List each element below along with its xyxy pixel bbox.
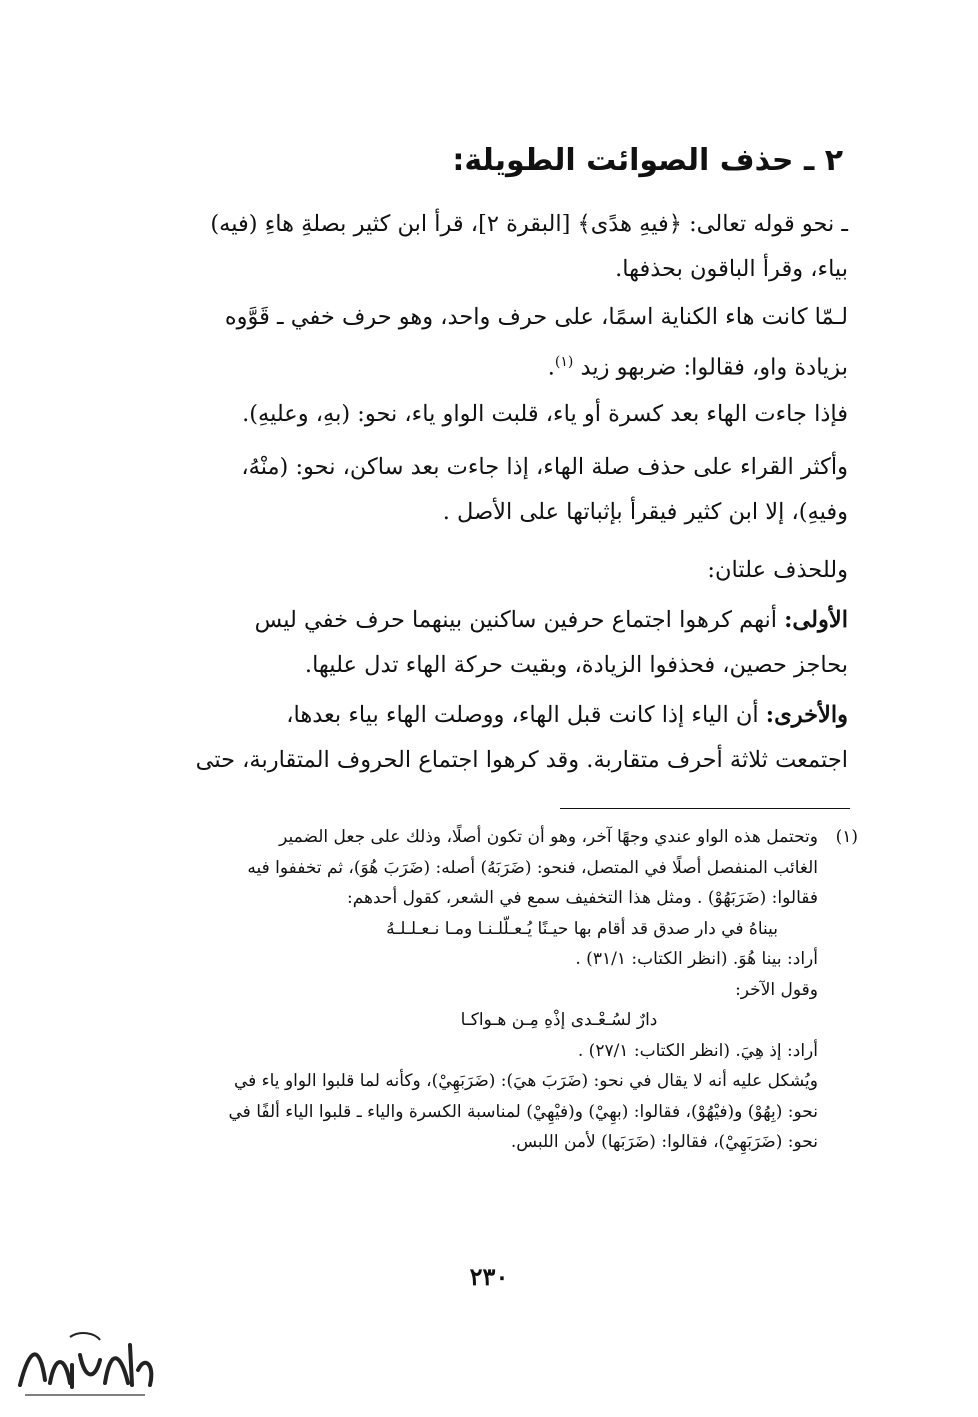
paragraph-label: والأخرى: [765, 702, 848, 728]
footnote-line: ويُشكل عليه أنه لا يقال في نحو: (ضَرَبَ هيَ): (ضَرَبَهِيْ)، وكأنه لما قلبوا الواو ياء في [233, 1071, 818, 1091]
footnote-line: وقول الآخر: [735, 979, 818, 1000]
paragraph-line: بياء، وقرأ الباقون بحذفها. [615, 256, 848, 282]
paragraph-5 [100, 548, 848, 593]
footnote-line: نحو: (ضَرَبَهِيْ)، فقالوا: (ضَرَبَها) لأمن اللبس. [510, 1132, 818, 1152]
paragraph-text: بزيادة واو، فقالوا: ضربهو زيد [580, 354, 848, 381]
verse-hemistich-left: حيـنًا يُـعـلّلـنـا ومـا نـعـلـلـهُ [386, 918, 569, 939]
paragraph-label: الأولى: [784, 607, 848, 633]
paragraph-line: وللحذف علتان: [707, 557, 848, 583]
footnote-line: فقالوا: (ضَرَبَهُوْ) . ومثل هذا التخفيف سمع في الشعر، كقول أحدهم: [347, 888, 818, 908]
paragraph-line [100, 693, 848, 738]
paragraph-4 [100, 445, 848, 535]
paragraph-text: أن الياء إذا كانت قبل الهاء، ووصلت الهاء بياء بعدها، [286, 702, 759, 728]
footnote-line: الغائب المنفصل أصلًا في المتصل، فنحو: (ضَرَبَهُ) أصله: (ضَرَبَ هُوَ)، ثم تخففوا فيه [247, 857, 818, 878]
verse-hemistich-right: بيناهُ في دار صدق قد أقام بها [573, 918, 778, 939]
paragraph-line: وفيهِ)، إلا ابن كثير فيقرأ بإثباتها على الأصل . [442, 499, 848, 525]
page-number: ٢٣٠ [469, 1262, 509, 1291]
section-heading: ٢ ـ حذف الصوائت الطويلة: [452, 143, 843, 178]
verse-line [100, 914, 848, 945]
paragraph-7 [100, 693, 848, 783]
paragraph-line: بزيادة واو، فقالوا: ضربهو زيد $^{(١)}$. [547, 354, 848, 381]
footnote-number: (١) [835, 827, 858, 847]
paragraph-6 [100, 598, 848, 688]
calligraphy-stamp-logo [10, 1325, 160, 1405]
footnote-line: نحو: (بِهُوْ) و(فيْهُوْ)، فقالوا: (بهِيْ) و(فيْهِيْ) لمناسبة الكسرة والياء ـ قلبوا الياء ألفًا في [228, 1101, 818, 1122]
footnote-reference: (١) [554, 354, 574, 370]
paragraph-line: اجتمعت ثلاثة أحرف متقاربة. وقد كرهوا اجتماع الحروف المتقاربة، حتى [195, 747, 848, 773]
paragraph-line: ـ نحو قوله تعالى: ﴿فيهِ هدًى﴾ [البقرة ٢]، قرأ ابن كثير بصلةِ هاءِ (فيه) [210, 211, 848, 237]
paragraph-line: فإذا جاءت الهاء بعد كسرة أو ياء، قلبت الواو ياء، نحو: (بهِ، وعليهِ). [242, 401, 848, 427]
paragraph-line: وأكثر القراء على حذف صلة الهاء، إذا جاءت بعد ساكن، نحو: (منْهُ، [241, 454, 848, 480]
paragraph-text: أنهم كرهوا اجتماع حرفين ساكنين بينهما حرف خفي ليس [254, 607, 777, 633]
paragraph-1 [100, 202, 848, 292]
footnote-line: أراد: بينا هُوَ. (انظر الكتاب: ٣١/١) . [575, 949, 818, 969]
paragraph-line: بحاجز حصين، فحذفوا الزيادة، وبقيت حركة الهاء تدل عليها. [304, 652, 848, 678]
paragraph-2 [100, 295, 848, 391]
paragraph-line: لـمّا كانت هاء الكناية اسمًا، على حرف واحد، وهو حرف خفي ـ قَوَّوه [224, 304, 848, 330]
paragraph-3 [100, 392, 848, 437]
verse-line: دارٌ لسُـعْـدى إذْهِ مِـن هـواكـا [460, 1010, 658, 1030]
footnote-divider [560, 808, 850, 809]
paragraph-line [100, 598, 848, 643]
footnote-line: وتحتمل هذه الواو عندي وجهًا آخر، وهو أن تكون أصلًا، وذلك على جعل الضمير [279, 827, 818, 847]
footnote [100, 822, 858, 1158]
footnote-line: أراد: إذ هِيَ. (انظر الكتاب: ٢٧/١) . [577, 1040, 818, 1061]
